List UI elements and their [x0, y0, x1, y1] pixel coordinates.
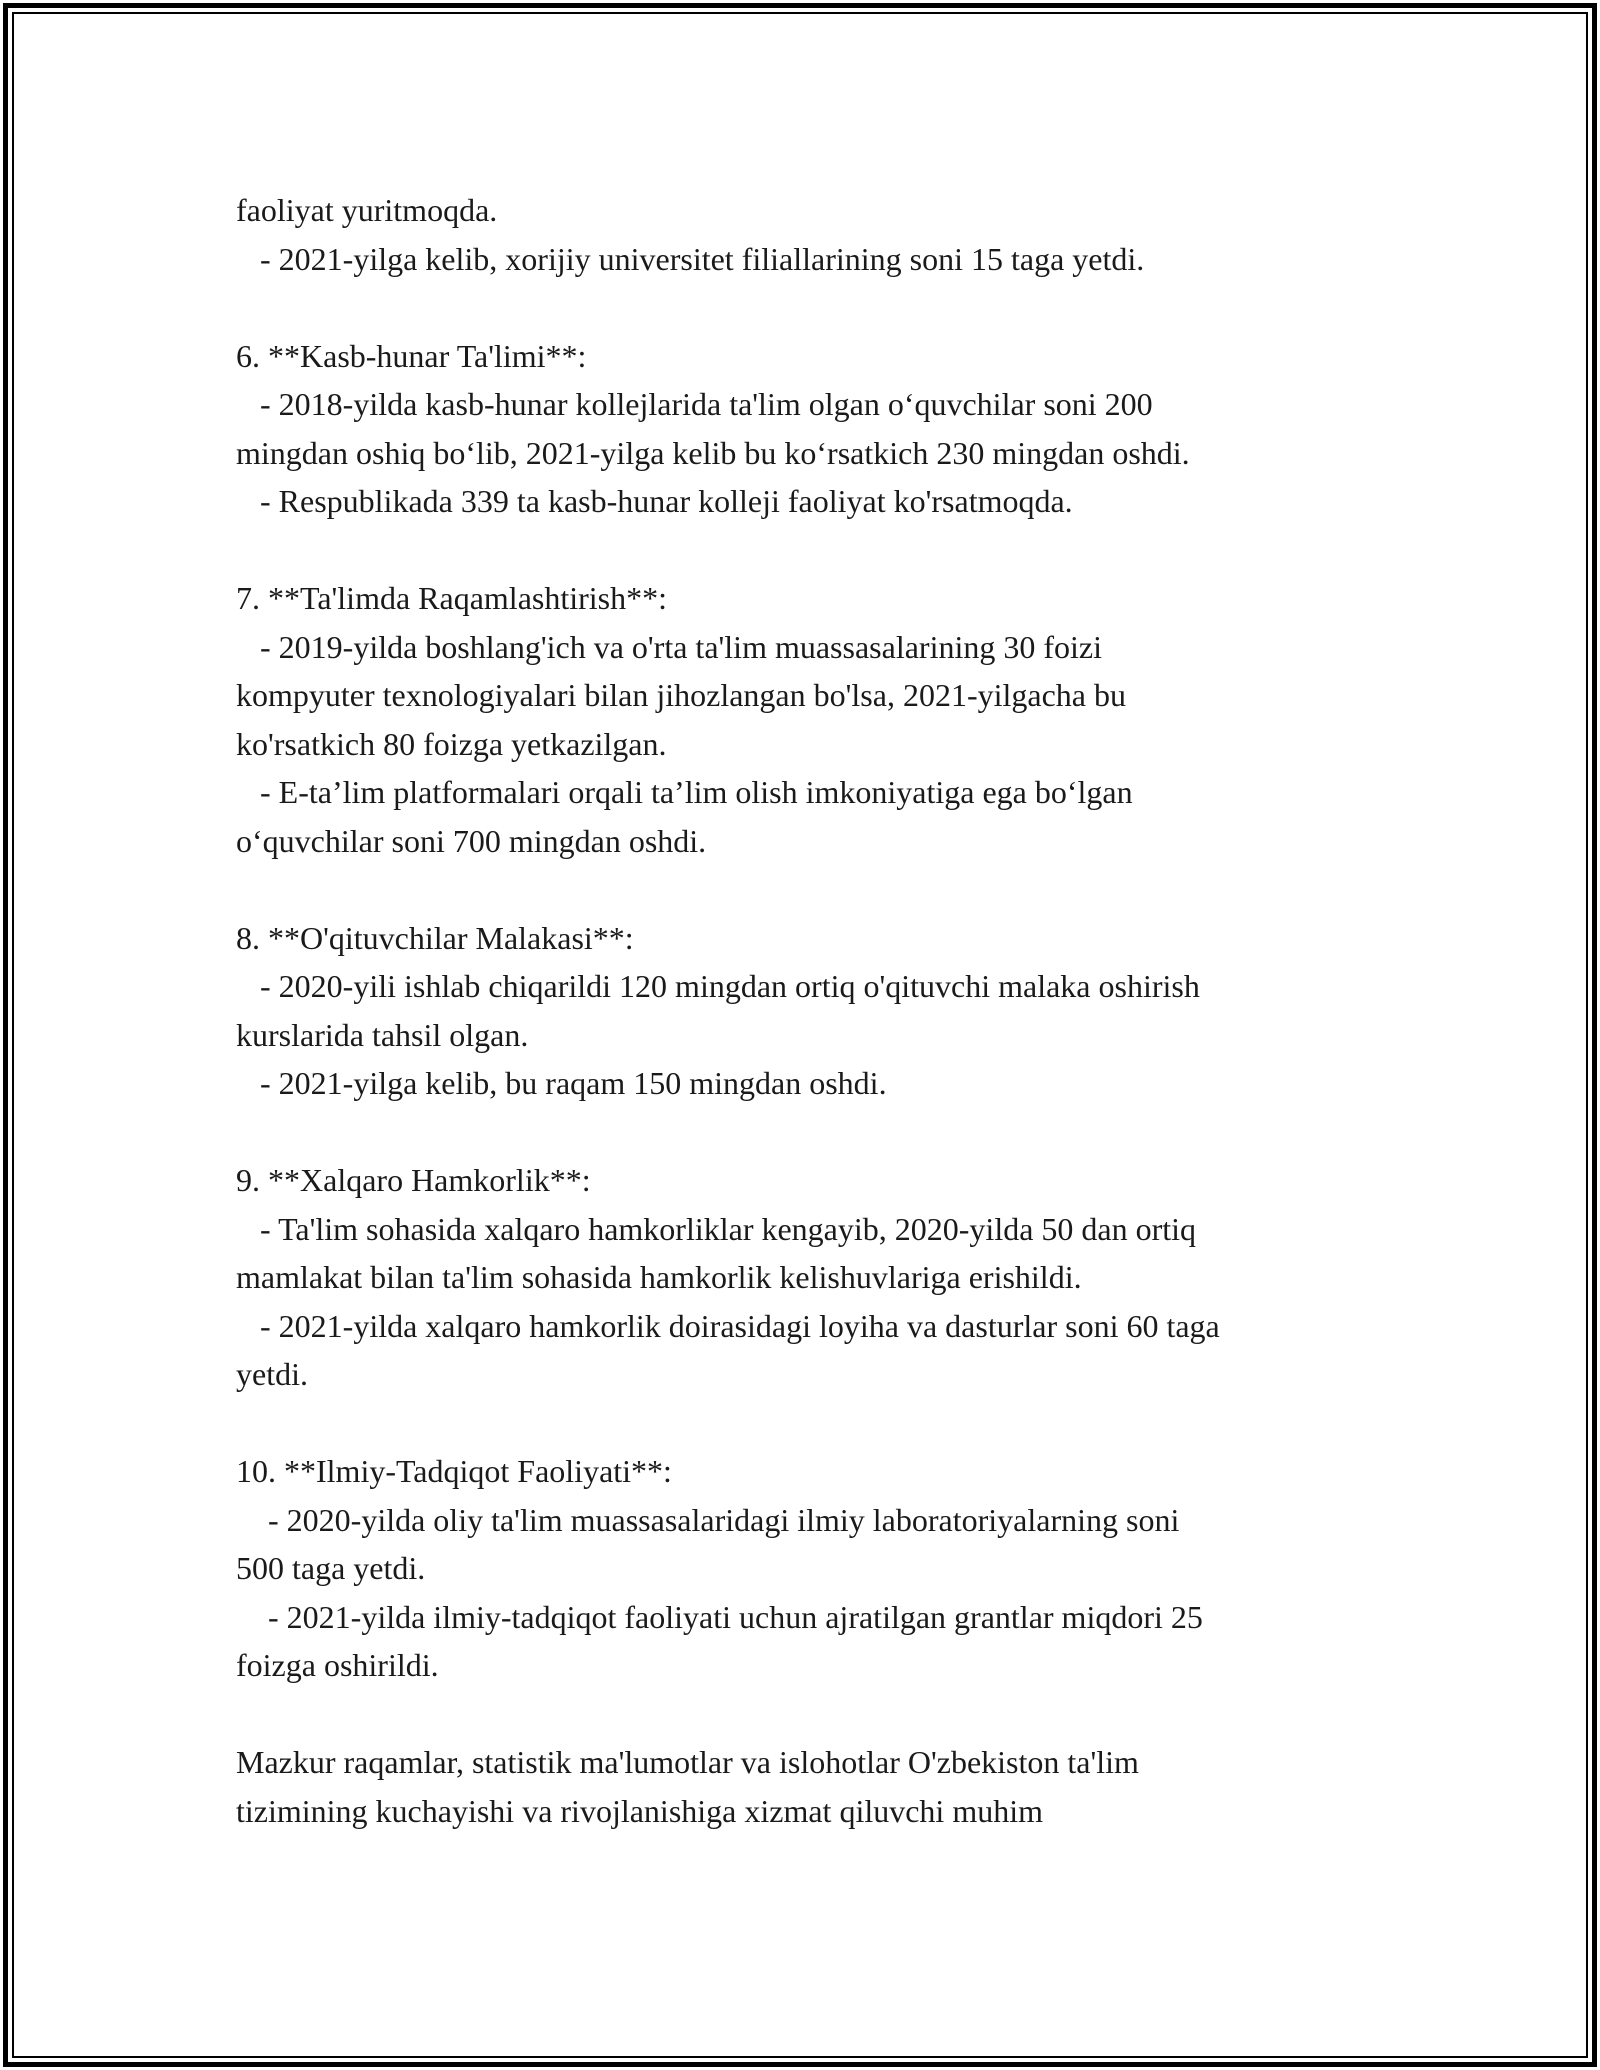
text-line: 7. **Ta'limda Raqamlashtirish**:	[236, 580, 668, 616]
blank-line	[236, 1690, 1386, 1739]
text-line: - 2020-yilda oliy ta'lim muassasalaridagi ilmiy laboratoriyalarning soni	[236, 1501, 1180, 1538]
blank-line	[236, 283, 1386, 332]
text-line: mingdan oshiq bo‘lib, 2021-yilga kelib bu ko‘rsatkich 230 mingdan oshdi.	[236, 434, 1190, 471]
text-line: foizga oshirildi.	[236, 1647, 439, 1683]
blank-line	[236, 1399, 1386, 1448]
text-line: yetdi.	[236, 1356, 308, 1392]
text-line: - 2018-yilda kasb-hunar kollejlarida ta'lim olgan o‘quvchilar soni 200	[236, 386, 1153, 422]
text-line: - 2019-yilda boshlang'ich va o'rta ta'lim muassasalarining 30 foizi	[236, 628, 1102, 665]
text-line: - 2021-yilga kelib, bu raqam 150 mingdan oshdi.	[236, 1065, 887, 1101]
text-line: Mazkur raqamlar, statistik ma'lumotlar va islohotlar O'zbekiston ta'lim	[236, 1744, 1139, 1780]
text-line: 6. **Kasb-hunar Ta'limi**:	[236, 337, 587, 374]
blank-line	[236, 526, 1386, 575]
text-line: kurslarida tahsil olgan.	[236, 1016, 529, 1053]
text-line: - 2021-yilda ilmiy-tadqiqot faoliyati uchun ajratilgan grantlar miqdori 25	[236, 1598, 1203, 1635]
blank-line	[236, 865, 1386, 914]
text-line: 8. **O'qituvchilar Malakasi**:	[236, 919, 634, 956]
text-line: - 2021-yilda xalqaro hamkorlik doirasidagi loyiha va dasturlar soni 60 taga	[236, 1307, 1220, 1344]
text-line: faoliyat yuritmoqda.	[236, 192, 498, 228]
text-line: ko'rsatkich 80 foizga yetkazilgan.	[236, 725, 667, 762]
text-line: tizimining kuchayishi va rivojlanishiga xizmat qiluvchi muhim	[236, 1792, 1043, 1829]
text-line: - Respublikada 339 ta kasb-hunar kolleji faoliyat ko'rsatmoqda.	[236, 483, 1073, 519]
text-line: - Ta'lim sohasida xalqaro hamkorliklar kengayib, 2020-yilda 50 dan ortiq	[236, 1210, 1197, 1247]
text-line: - 2020-yili ishlab chiqarildi 120 mingdan ortiq o'qituvchi malaka oshirish	[236, 968, 1200, 1004]
text-line: mamlakat bilan ta'lim sohasida hamkorlik kelishuvlariga erishildi.	[236, 1259, 1082, 1295]
text-line: 10. **Ilmiy-Tadqiqot Faoliyati**:	[236, 1453, 672, 1489]
document-body	[236, 186, 1386, 1835]
text-line: - E-ta’lim platformalari orqali ta’lim olish imkoniyatiga ega bo‘lgan	[236, 774, 1133, 810]
text-line: 9. **Xalqaro Hamkorlik**:	[236, 1162, 591, 1198]
text-line: 500 taga yetdi.	[236, 1550, 426, 1586]
text-line: - 2021-yilga kelib, xorijiy universitet filiallarining soni 15 taga yetdi.	[236, 240, 1145, 277]
blank-line	[236, 1108, 1386, 1157]
text-line: o‘quvchilar soni 700 mingdan oshdi.	[236, 822, 707, 859]
text-line: kompyuter texnologiyalari bilan jihozlangan bo'lsa, 2021-yilgacha bu	[236, 677, 1126, 713]
